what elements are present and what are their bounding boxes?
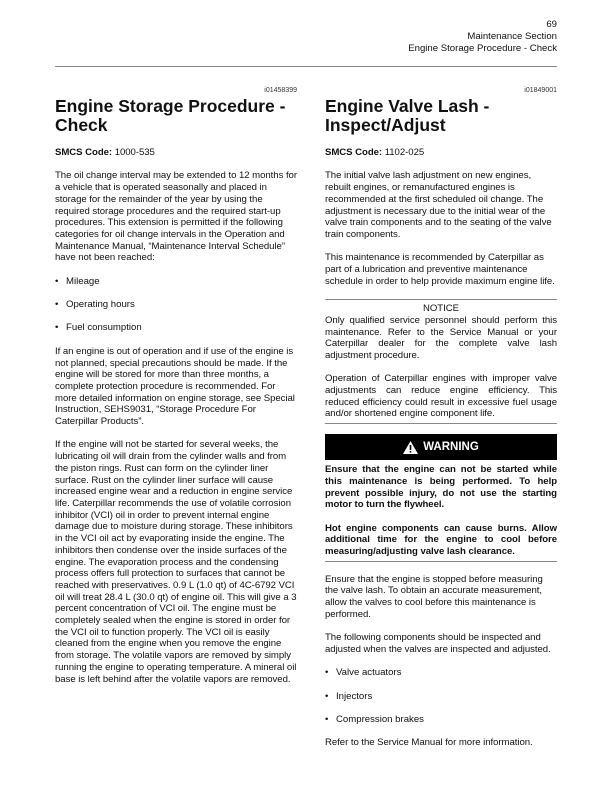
topic-name: Engine Storage Procedure - Check: [408, 43, 557, 54]
list-item-text: Fuel consumption: [66, 322, 142, 334]
smcs-code: 1000-535: [114, 147, 155, 158]
right-smcs: [325, 147, 557, 159]
right-column: [325, 86, 557, 761]
warning-banner: [325, 434, 557, 460]
notice-heading: NOTICE: [423, 303, 459, 315]
warning-heading: WARNING: [423, 441, 479, 454]
notice-top-rule: [325, 299, 557, 300]
right-paragraph-2: This maintenance is recommended by Caterpillar as part of a lubrication and preventive maintenance schedule in order to help provide maximum engine life.: [325, 252, 555, 287]
notice-paragraph-2: Operation of Caterpillar engines with improper valve adjustments can reduce engine efficiency. This reduced efficiency could result in excessive fuel usage and/or shortened engine component life.: [325, 373, 557, 420]
left-paragraph-3: If the engine will not be started for several weeks, the lubricating oil will drain from the cylinder walls and from the piston rings. Rust can form on the cylinder liner surface. Rust on the cylinder liner surface will cause increased engine wear and a reduction in engine service life. Caterpillar recommends the use of volatile corrosion inhibitor (VCI) oil in order to prevent internal engine damage due to moisture during storage. These inhibitors in the VCI oil act by evaporating inside the engine. The inhibitors then condense over the inside surfaces of the engine. The evaporation process and the condensing process offers full protection to surfaces that cannot be reached with preservatives. 0.9 L (1.0 qt) of 4C-6792 VCI oil will treat 28.4 L (30.0 qt) of engine oil. This will give a 3 percent concentration of VCI oil. The engine must be completely sealed when the engine is stored in order for the VCI oil to function properly. The VCI oil is easily cleaned from the engine when you remove the engine from storage. The volatile vapors are removed by simply running the engine to operating temperature. A mineral oil base is left behind after the volatile vapors are removed.: [55, 439, 297, 685]
right-paragraph-4: The following components should be inspected and adjusted when the valves are inspected and adjusted.: [325, 632, 551, 655]
section-name: Maintenance Section: [467, 31, 557, 42]
left-paragraph-2: If an engine is out of operation and if use of the engine is not planned, special precautions should be made. If the engine will be stored for more than three months, a complete protection procedure is recommended. For more detailed information on engine storage, see Special Instruction, SEHS9031, “Storage Procedure For Caterpillar Products”.: [55, 345, 295, 428]
list-item: [55, 322, 297, 334]
list-item: [55, 299, 297, 311]
bullet-icon: •: [55, 299, 59, 311]
bullet-icon: •: [325, 690, 329, 702]
list-item-text: Compression brakes: [336, 714, 424, 726]
notice-paragraph-1: Only qualified service personnel should perform this maintenance. Refer to the Service Manual or your Caterpillar dealer for the complete valve lash adjustment procedure.: [325, 314, 557, 361]
smcs-code: 1102-025: [384, 147, 425, 158]
list-item-text: Valve actuators: [336, 667, 402, 679]
left-doc-id: i01458399: [264, 87, 297, 94]
smcs-label: SMCS Code:: [325, 147, 383, 158]
right-paragraph-1: The initial valve lash adjustment on new engines, rebuilt engines, or remanufactured engines is recommended at the first scheduled oil change. The adjustment is necessary due to the initial wear of the valve train components and to the seating of the valve train components.: [325, 170, 552, 240]
warning-paragraph-2: Hot engine components can cause burns. Allow additional time for the engine to cool before measuring/adjusting valve lash clearance.: [325, 522, 557, 558]
left-smcs: [55, 147, 297, 159]
smcs-label: SMCS Code:: [55, 147, 113, 158]
right-section-title: Engine Valve Lash - Inspect/Adjust: [325, 96, 490, 135]
right-paragraph-3: Ensure that the engine is stopped before measuring the valve lash. To obtain an accurate measurement, allow the valves to cool before this maintenance is performed.: [325, 573, 543, 620]
header-divider: [55, 66, 557, 67]
left-column: [55, 86, 297, 697]
list-item: [55, 276, 297, 288]
list-item: [325, 714, 557, 726]
notice-bottom-rule: [325, 423, 557, 424]
list-item-text: Mileage: [66, 275, 100, 287]
left-paragraph-1: The oil change interval may be extended to 12 months for a vehicle that is operated seasonally and placed in storage for the remainder of the year by using the required storage procedures and the required start-up procedures. This extension is permitted if the following categories for oil change intervals in the Operation and Maintenance Manual, “Maintenance Interval Schedule” have not been reached:: [55, 170, 297, 264]
right-doc-id: i01849001: [524, 87, 557, 94]
bullet-icon: •: [55, 322, 59, 334]
page-number: 69: [546, 19, 557, 30]
warning-paragraph-1: Ensure that the engine can not be started while this maintenance is being performed. To help prevent possible injury, do not use the starting motor to turn the flywheel.: [325, 464, 557, 511]
warning-bottom-rule: [325, 561, 557, 562]
left-section-title: Engine Storage Procedure - Check: [55, 96, 286, 135]
bullet-icon: •: [325, 714, 329, 726]
warning-triangle-icon: [403, 441, 418, 454]
bullet-icon: •: [55, 275, 59, 287]
right-paragraph-5: Refer to the Service Manual for more information.: [325, 737, 533, 749]
list-item-text: Operating hours: [66, 299, 135, 311]
bullet-icon: •: [325, 667, 329, 679]
page-header: [408, 19, 557, 55]
list-item-text: Injectors: [336, 690, 373, 702]
list-item: [325, 667, 557, 679]
list-item: [325, 691, 557, 703]
